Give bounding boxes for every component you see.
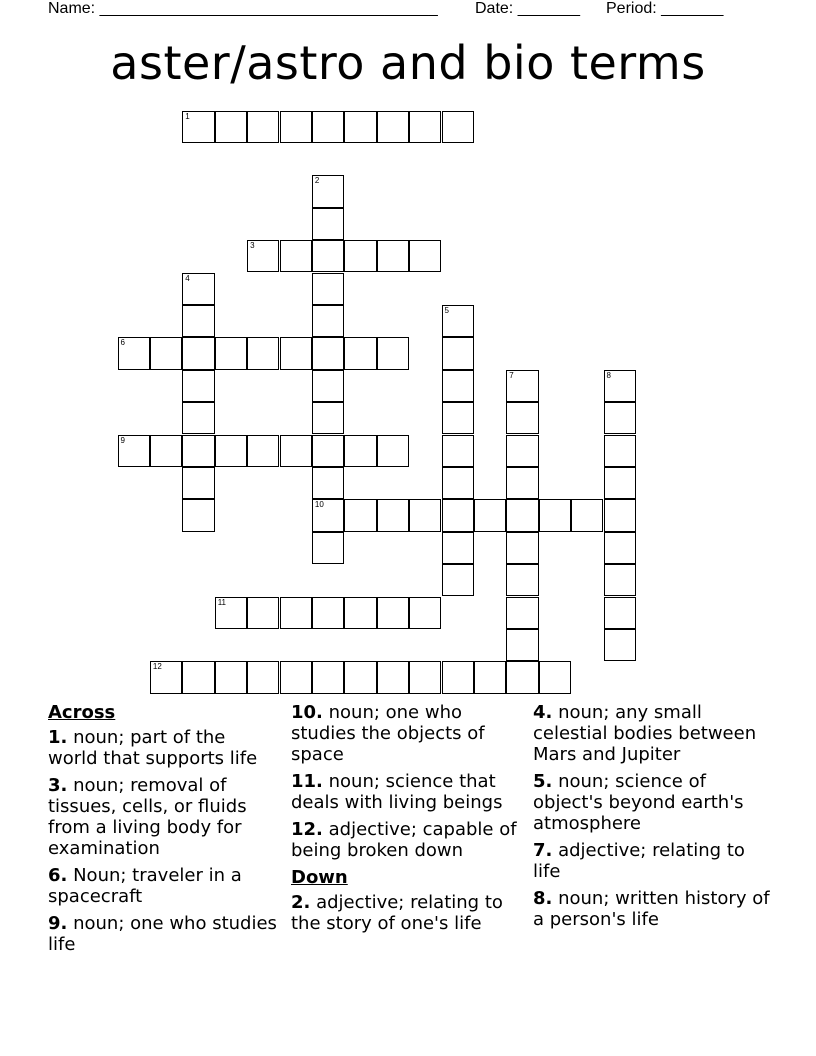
cell-number: 9 [120, 435, 125, 445]
grid-cell[interactable] [442, 564, 474, 596]
grid-cell[interactable] [344, 111, 376, 143]
clue-across-1 [48, 727, 280, 769]
cell-number: 7 [509, 370, 514, 380]
clue-number: 1. [48, 727, 68, 748]
across-heading: Across [48, 702, 116, 723]
grid-cell[interactable] [182, 337, 214, 369]
grid-cell[interactable] [344, 240, 376, 272]
grid-cell[interactable] [377, 111, 409, 143]
grid-cell[interactable] [312, 175, 344, 207]
grid-cell[interactable] [344, 597, 376, 629]
clue-column-3 [533, 702, 773, 936]
grid-cell[interactable] [604, 597, 636, 629]
grid-cell[interactable] [506, 402, 538, 434]
grid-cell[interactable] [312, 435, 344, 467]
grid-cell[interactable] [539, 499, 571, 531]
clue-column-2 [291, 702, 525, 940]
grid-cell[interactable] [312, 208, 344, 240]
grid-cell[interactable] [409, 661, 441, 693]
grid-cell[interactable] [150, 661, 182, 693]
grid-cell[interactable] [604, 564, 636, 596]
clue-text: noun; written history of a person's life [533, 888, 770, 930]
grid-cell[interactable] [280, 337, 312, 369]
grid-cell[interactable] [377, 337, 409, 369]
grid-cell[interactable] [474, 661, 506, 693]
puzzle-title: aster/astro and bio terms [110, 36, 706, 90]
grid-cell[interactable] [215, 661, 247, 693]
grid-cell[interactable] [215, 337, 247, 369]
clue-text: noun; removal of tissues, cells, or fluids from a living body for examination [48, 775, 247, 859]
grid-cell[interactable] [215, 435, 247, 467]
grid-cell[interactable] [571, 499, 603, 531]
grid-cell[interactable] [280, 240, 312, 272]
clue-text: noun; science of object's beyond earth's atmosphere [533, 771, 744, 834]
clue-number: 3. [48, 775, 68, 796]
grid-cell[interactable] [247, 435, 279, 467]
grid-cell[interactable] [182, 370, 214, 402]
grid-cell[interactable] [506, 564, 538, 596]
clue-number: 7. [533, 840, 553, 861]
grid-cell[interactable] [312, 467, 344, 499]
grid-cell[interactable] [280, 597, 312, 629]
grid-cell[interactable] [280, 435, 312, 467]
clue-number: 8. [533, 888, 553, 909]
clue-across-10 [291, 702, 525, 765]
clue-column-1 [48, 702, 280, 961]
clue-text: adjective; capable of being broken down [291, 819, 517, 861]
clue-across-11 [291, 771, 525, 813]
grid-cell[interactable] [182, 661, 214, 693]
grid-cell[interactable] [442, 111, 474, 143]
clue-text: noun; one who studies life [48, 913, 277, 955]
clue-text: noun; any small celestial bodies between Mars and Jupiter [533, 702, 757, 765]
clue-text: noun; part of the world that supports life [48, 727, 258, 769]
grid-cell[interactable] [377, 240, 409, 272]
grid-cell[interactable] [312, 240, 344, 272]
grid-cell[interactable] [604, 370, 636, 402]
clue-down-7 [533, 840, 773, 882]
grid-cell[interactable] [247, 337, 279, 369]
grid-cell[interactable] [344, 661, 376, 693]
grid-cell[interactable] [604, 629, 636, 661]
grid-cell[interactable] [377, 661, 409, 693]
grid-cell[interactable] [182, 111, 214, 143]
name-field-label[interactable]: Name: ______________________________________ [48, 0, 438, 17]
grid-cell[interactable] [215, 597, 247, 629]
clue-down-8 [533, 888, 773, 930]
grid-cell[interactable] [442, 337, 474, 369]
grid-cell[interactable] [312, 597, 344, 629]
clue-number: 6. [48, 865, 68, 886]
grid-cell[interactable] [442, 305, 474, 337]
grid-cell[interactable] [312, 273, 344, 305]
clue-down-4 [533, 702, 773, 765]
period-field-label[interactable]: Period: _______ [606, 0, 724, 17]
cell-number: 6 [120, 338, 125, 348]
grid-cell[interactable] [312, 402, 344, 434]
grid-cell[interactable] [312, 661, 344, 693]
clue-across-3 [48, 775, 280, 859]
clue-down-5 [533, 771, 773, 834]
grid-cell[interactable] [442, 532, 474, 564]
clue-text: adjective; relating to the story of one's life [291, 892, 503, 934]
grid-cell[interactable] [150, 337, 182, 369]
clue-text: noun; one who studies the objects of space [291, 702, 485, 765]
grid-cell[interactable] [506, 629, 538, 661]
grid-cell[interactable] [442, 499, 474, 531]
grid-cell[interactable] [409, 240, 441, 272]
grid-cell[interactable] [182, 402, 214, 434]
grid-cell[interactable] [506, 499, 538, 531]
grid-cell[interactable] [506, 467, 538, 499]
grid-cell[interactable] [442, 435, 474, 467]
grid-cell[interactable] [182, 499, 214, 531]
clue-across-12 [291, 819, 525, 861]
date-field-label[interactable]: Date: _______ [475, 0, 580, 17]
grid-cell[interactable] [539, 661, 571, 693]
grid-cell[interactable] [506, 661, 538, 693]
clue-number: 5. [533, 771, 553, 792]
clue-across-9 [48, 913, 280, 955]
grid-cell[interactable] [604, 402, 636, 434]
grid-cell[interactable] [118, 337, 150, 369]
grid-cell[interactable] [377, 597, 409, 629]
clue-number: 12. [291, 819, 323, 840]
grid-cell[interactable] [506, 597, 538, 629]
clue-number: 10. [291, 702, 323, 723]
grid-cell[interactable] [118, 435, 150, 467]
grid-cell[interactable] [312, 305, 344, 337]
grid-cell[interactable] [442, 467, 474, 499]
grid-cell[interactable] [409, 111, 441, 143]
cell-number: 5 [444, 305, 449, 315]
clue-across-6 [48, 865, 280, 907]
grid-cell[interactable] [474, 499, 506, 531]
grid-cell[interactable] [312, 532, 344, 564]
grid-cell[interactable] [150, 435, 182, 467]
grid-cell[interactable] [182, 273, 214, 305]
grid-cell[interactable] [442, 370, 474, 402]
grid-cell[interactable] [215, 111, 247, 143]
cell-number: 4 [185, 273, 190, 283]
grid-cell[interactable] [506, 435, 538, 467]
grid-cell[interactable] [604, 435, 636, 467]
clue-text: Noun; traveler in a spacecraft [48, 865, 242, 907]
cell-number: 2 [314, 176, 320, 186]
grid-cell[interactable] [506, 370, 538, 402]
grid-cell[interactable] [506, 532, 538, 564]
clue-text: noun; science that deals with living beings [291, 771, 503, 813]
grid-cell[interactable] [409, 597, 441, 629]
cell-number: 8 [606, 370, 611, 380]
grid-cell[interactable] [312, 370, 344, 402]
grid-cell[interactable] [182, 467, 214, 499]
clue-text: adjective; relating to life [533, 840, 745, 882]
grid-cell[interactable] [409, 499, 441, 531]
grid-cell[interactable] [442, 661, 474, 693]
grid-cell[interactable] [247, 111, 279, 143]
clue-number: 9. [48, 913, 68, 934]
grid-cell[interactable] [604, 532, 636, 564]
grid-cell[interactable] [312, 499, 344, 531]
cell-number: 3 [250, 241, 255, 251]
grid-cell[interactable] [312, 337, 344, 369]
grid-cell[interactable] [182, 435, 214, 467]
grid-cell[interactable] [280, 111, 312, 143]
grid-cell[interactable] [280, 661, 312, 693]
cell-number: 10 [314, 500, 324, 510]
grid-cell[interactable] [182, 305, 214, 337]
cell-number: 12 [152, 662, 162, 672]
grid-cell[interactable] [247, 240, 279, 272]
clue-number: 11. [291, 771, 323, 792]
clue-down-2 [291, 892, 525, 934]
grid-cell[interactable] [344, 499, 376, 531]
clue-number: 2. [291, 892, 311, 913]
grid-cell[interactable] [344, 435, 376, 467]
grid-cell[interactable] [344, 337, 376, 369]
cell-number: 1 [185, 111, 190, 121]
grid-cell[interactable] [312, 111, 344, 143]
grid-cell[interactable] [377, 499, 409, 531]
grid-cell[interactable] [247, 661, 279, 693]
down-heading: Down [291, 867, 348, 888]
grid-cell[interactable] [247, 597, 279, 629]
grid-cell[interactable] [604, 467, 636, 499]
grid-cell[interactable] [604, 499, 636, 531]
grid-cell[interactable] [377, 435, 409, 467]
clue-number: 4. [533, 702, 553, 723]
grid-cell[interactable] [442, 402, 474, 434]
cell-number: 11 [217, 597, 226, 607]
